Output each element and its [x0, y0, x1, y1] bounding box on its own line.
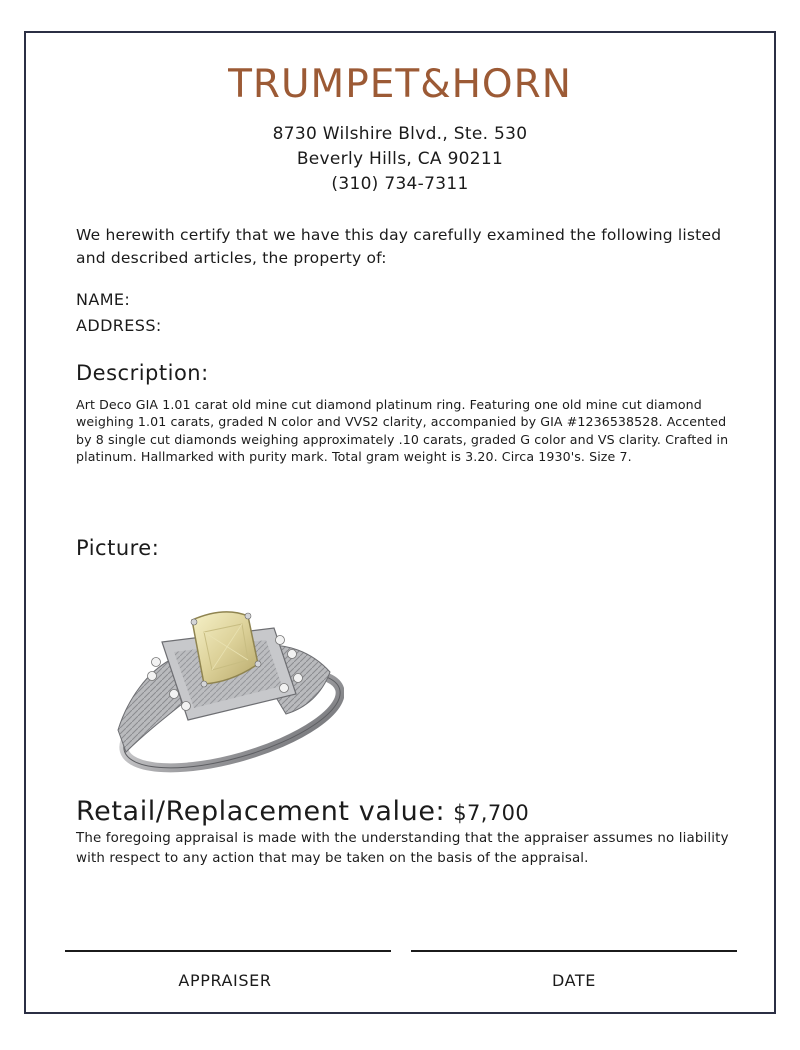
- description-heading: Description:: [76, 361, 209, 385]
- address-city: Beverly Hills, CA 90211: [296, 149, 504, 169]
- certification-statement: We herewith certify that we have this day carefully examined the following listed and described articles, the property of:: [76, 226, 722, 267]
- address-street: 8730 Wilshire Blvd., Ste. 530: [272, 124, 528, 144]
- appraiser-signature-line: [65, 950, 391, 952]
- valuation-label: Retail/Replacement value:: [76, 796, 446, 827]
- description-text: Art Deco GIA 1.01 carat old mine cut diamond platinum ring. Featuring one old mine cut diamond weighing 1.01 carats, graded N color and VVS2 clarity, accompanied by GIA #1236538528. Accented by 8 single cut diamonds weighing approximately .10 carats, graded G color and VS clarity. Crafted in platinum. Hallmarked with purity mark. Total gram weight is 3.20. Circa 1930's. Size 7.: [76, 397, 729, 465]
- disclaimer-text: The foregoing appraisal is made with the understanding that the appraiser assumes no liability with respect to any action that may be taken on the basis of the appraisal.: [76, 831, 729, 866]
- ring-image: [108, 602, 344, 778]
- valuation-amount: $7,700: [453, 801, 530, 825]
- address-label: ADDRESS:: [76, 316, 162, 335]
- date-signature-line: [411, 950, 737, 952]
- address-phone: (310) 734-7311: [331, 174, 469, 194]
- name-label: NAME:: [76, 290, 131, 309]
- date-label: DATE: [551, 971, 597, 990]
- appraiser-label: APPRAISER: [178, 971, 272, 990]
- picture-heading: Picture:: [76, 536, 160, 560]
- brand-logo: TRUMPET&HORN: [228, 62, 572, 107]
- valuation: [76, 796, 529, 827]
